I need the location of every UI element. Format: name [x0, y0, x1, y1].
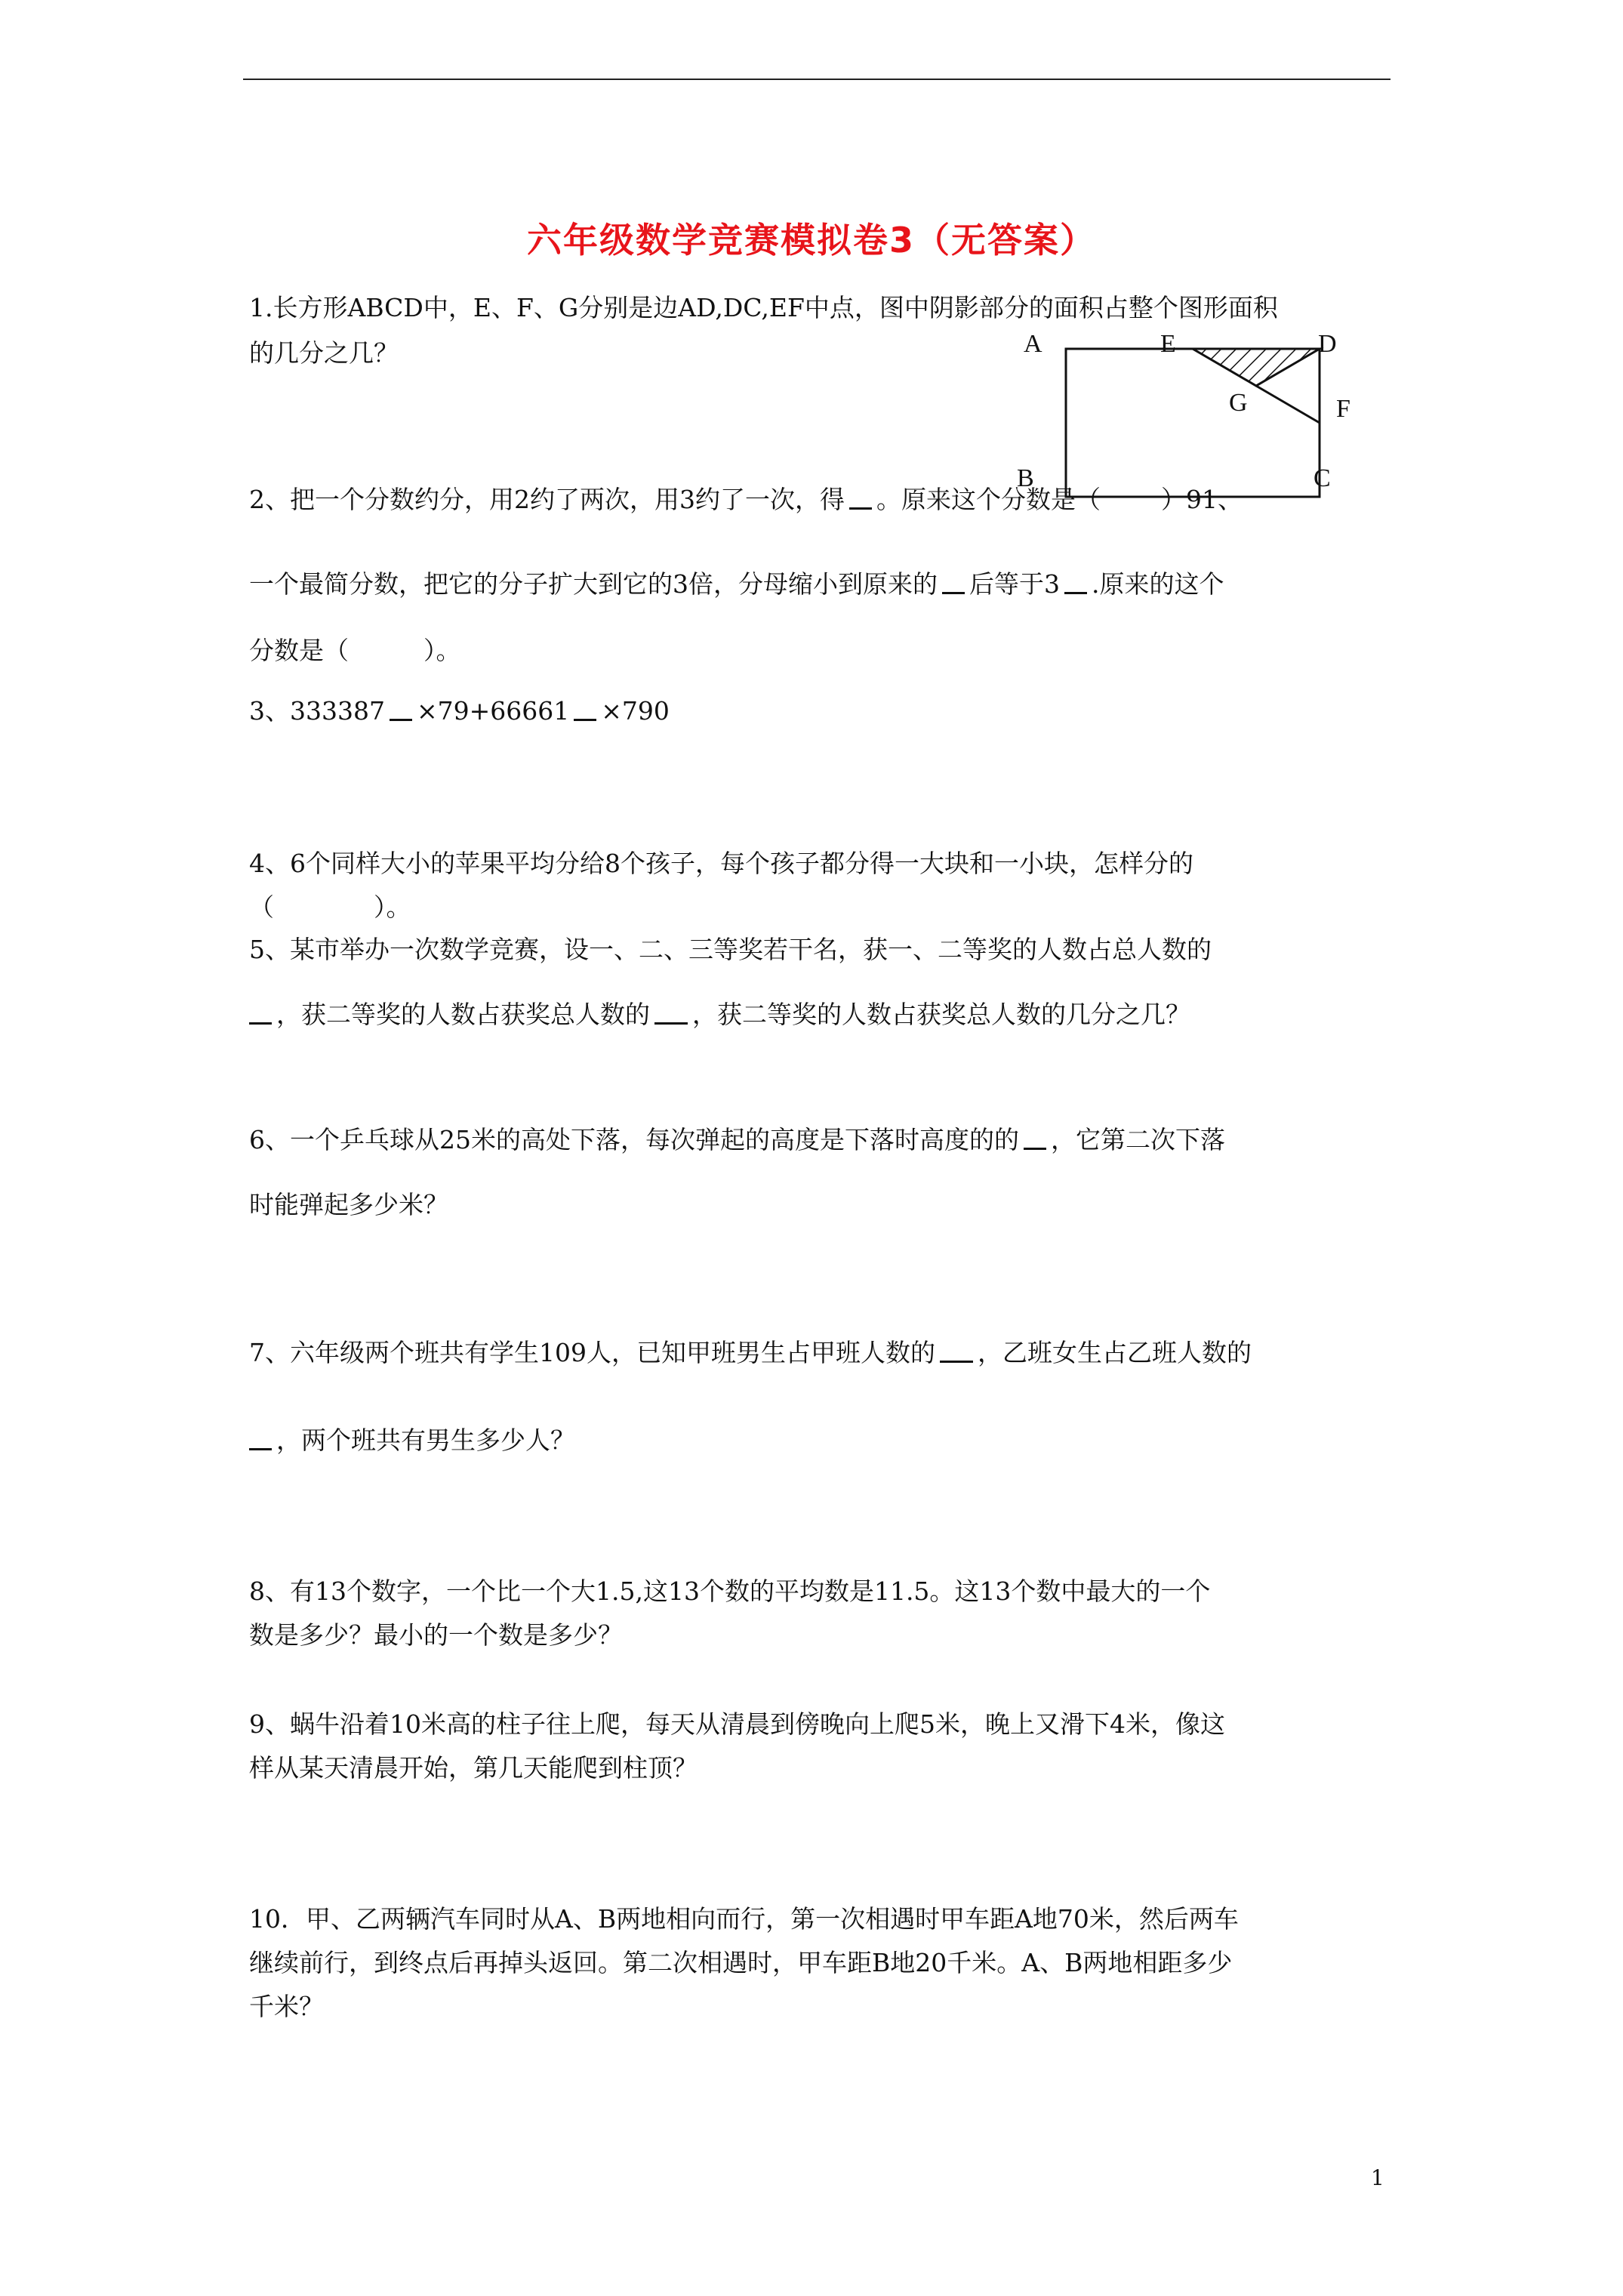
q2-text-d: 一个最简分数，把它的分子扩大到它的3倍，分母缩小到原来的: [249, 569, 938, 599]
q7-text-a: 7、六年级两个班共有学生109人，已知甲班男生占甲班人数的: [249, 1338, 935, 1367]
question-5-line-2: [249, 998, 1190, 1031]
q2-text-f: .原来的这个: [1092, 569, 1224, 599]
page-number: 1: [1371, 2165, 1384, 2190]
label-b: B: [1017, 464, 1034, 492]
question-3: [249, 695, 670, 728]
label-g: G: [1229, 389, 1248, 417]
shaded-triangle: [1193, 349, 1320, 386]
q3-text-b: ×79+66661: [416, 696, 570, 726]
question-4-line-1: 4、6个同样大小的苹果平均分给8个孩子，每个孩子都分得一大块和一小块，怎样分的: [249, 849, 1193, 878]
question-4-line-2: （ ）。: [249, 892, 411, 922]
fraction-blank: [654, 1009, 688, 1025]
label-d: D: [1318, 330, 1337, 358]
question-9-line-2: 样从某天清晨开始，第几天能爬到柱顶？: [249, 1753, 698, 1783]
label-c: C: [1313, 464, 1331, 492]
page-title: 六年级数学竞赛模拟卷3（无答案）: [526, 220, 1096, 260]
question-6-line-1: [249, 1123, 1225, 1157]
question-1-line-2: 的几分之几？: [249, 338, 399, 368]
question-7-line-1: [249, 1336, 1252, 1370]
segment-gf: [1256, 386, 1320, 423]
fraction-blank: [940, 1347, 973, 1363]
question-7-line-2: [249, 1424, 575, 1457]
fraction-blank: [249, 1435, 272, 1450]
q2-text-b: 。原来这个分数是（: [876, 485, 1101, 514]
question-10-line-3: 千米？: [249, 1992, 324, 2021]
fraction-blank: [1024, 1134, 1046, 1150]
question-8-line-2: 数是多少？最小的一个数是多少？: [249, 1620, 623, 1650]
header-rule: [243, 79, 1390, 80]
question-5-line-1: 5、某市举办一次数学竞赛，设一、二、三等奖若干名，获一、二等奖的人数占总人数的: [249, 935, 1212, 964]
q2-text-c: ）91、: [1161, 485, 1243, 514]
fraction-blank: [942, 578, 965, 594]
label-a: A: [1024, 330, 1042, 358]
q3-text-c: ×790: [601, 696, 670, 726]
question-10-line-1: 10．甲、乙两辆汽车同时从A、B两地相向而行，第一次相遇时甲车距A地70米，然后两车: [249, 1904, 1239, 1934]
q3-text-a: 3、333387: [249, 696, 385, 726]
fraction-blank: [390, 705, 412, 721]
fraction-blank: [1064, 578, 1087, 594]
fraction-blank: [574, 705, 596, 721]
question-9-line-1: 9、蜗牛沿着10米高的柱子往上爬，每天从清晨到傍晚向上爬5米，晚上又滑下4米，像这: [249, 1709, 1225, 1739]
q2-text-e: 后等于3: [969, 569, 1060, 599]
q6-text-a: 6、一个乒乓球从25米的高处下落，每次弹起的高度是下落时高度的的: [249, 1125, 1019, 1154]
q5-text-a: ，获二等奖的人数占获奖总人数的: [276, 1000, 650, 1029]
question-2-line-1: [249, 483, 1243, 516]
fraction-blank: [249, 1009, 272, 1025]
question-2-line-3: 分数是（ ）。: [249, 636, 461, 665]
label-e: E: [1160, 330, 1176, 358]
q7-text-line2: ，两个班共有男生多少人？: [276, 1425, 575, 1455]
label-f: F: [1336, 395, 1350, 423]
fraction-blank: [849, 494, 872, 510]
question-6-line-2: 时能弹起多少米？: [249, 1190, 448, 1219]
q2-text-a: 2、把一个分数约分，用2约了两次，用3约了一次，得: [249, 485, 845, 514]
q7-text-b: ，乙班女生占乙班人数的: [977, 1338, 1252, 1367]
question-8-line-1: 8、有13个数字，一个比一个大1.5,这13个数的平均数是11.5。这13个数中最大的一个: [249, 1576, 1211, 1606]
q5-text-b: ，获二等奖的人数占获奖总人数的几分之几？: [692, 1000, 1190, 1029]
question-1-line-1: 1.长方形ABCD中，E、F、G分别是边AD,DC,EF中点，图中阴影部分的面积占整个图形面积: [249, 293, 1278, 322]
question-10-line-2: 继续前行，到终点后再掉头返回。第二次相遇时，甲车距B地20千米。A、B两地相距多少: [249, 1948, 1233, 1977]
question-2-line-2: [249, 568, 1224, 601]
q6-text-b: ，它第二次下落: [1051, 1125, 1225, 1154]
